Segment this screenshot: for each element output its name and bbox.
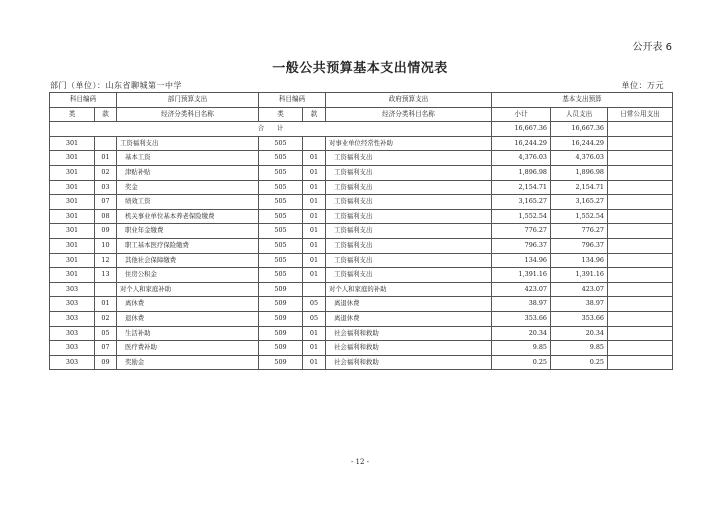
table-number-tag: 公开表 6 bbox=[632, 42, 672, 53]
table-row bbox=[50, 136, 673, 151]
header-item-2: 款 bbox=[303, 107, 326, 122]
subtotal-cell: 1,552.54 bbox=[492, 209, 551, 224]
gov-class-cell: 505 bbox=[259, 238, 303, 253]
gov-econ-name-cell: 工资福利支出 bbox=[326, 165, 492, 180]
page-number: - 12 - bbox=[350, 458, 370, 466]
subtotal-cell: 1,896.98 bbox=[492, 165, 551, 180]
header-econ-name-2: 经济分类科目名称 bbox=[326, 107, 492, 122]
header-gov-expenditure: 政府预算支出 bbox=[326, 93, 492, 108]
econ-name-cell: 奖金 bbox=[117, 180, 259, 195]
gov-item-cell: 01 bbox=[303, 180, 326, 195]
table-row bbox=[50, 151, 673, 166]
table-row bbox=[50, 195, 673, 210]
gov-item-cell: 01 bbox=[303, 326, 326, 341]
subtotal-cell: 134.96 bbox=[492, 253, 551, 268]
header-subject-code: 科目编码 bbox=[50, 93, 117, 108]
gov-econ-name-cell: 社会福利和救助 bbox=[326, 341, 492, 356]
gov-class-cell: 505 bbox=[259, 268, 303, 283]
total-personnel: 16,667.36 bbox=[551, 122, 608, 137]
public-cell bbox=[608, 136, 673, 151]
public-cell bbox=[608, 311, 673, 326]
public-cell bbox=[608, 297, 673, 312]
personnel-cell: 1,896.98 bbox=[551, 165, 608, 180]
gov-item-cell: 01 bbox=[303, 209, 326, 224]
public-cell bbox=[608, 268, 673, 283]
econ-name-cell: 职工基本医疗保险缴费 bbox=[117, 238, 259, 253]
gov-item-cell: 01 bbox=[303, 268, 326, 283]
gov-class-cell: 505 bbox=[259, 253, 303, 268]
item-cell bbox=[95, 136, 117, 151]
table-row bbox=[50, 209, 673, 224]
item-cell: 01 bbox=[95, 151, 117, 166]
public-cell bbox=[608, 326, 673, 341]
table-row bbox=[50, 180, 673, 195]
gov-class-cell: 505 bbox=[259, 180, 303, 195]
public-cell bbox=[608, 341, 673, 356]
personnel-cell: 1,391.16 bbox=[551, 268, 608, 283]
page-title: 一般公共预算基本支出情况表 bbox=[272, 61, 448, 76]
item-cell: 07 bbox=[95, 195, 117, 210]
personnel-cell: 4,376.03 bbox=[551, 151, 608, 166]
gov-econ-name-cell: 离退休费 bbox=[326, 297, 492, 312]
class-cell: 301 bbox=[50, 268, 95, 283]
header-econ-name: 经济分类科目名称 bbox=[117, 107, 259, 122]
econ-name-cell: 离休费 bbox=[117, 297, 259, 312]
gov-econ-name-cell: 社会福利和救助 bbox=[326, 326, 492, 341]
personnel-cell: 3,165.27 bbox=[551, 195, 608, 210]
gov-class-cell: 505 bbox=[259, 209, 303, 224]
personnel-cell: 38.97 bbox=[551, 297, 608, 312]
gov-class-cell: 505 bbox=[259, 165, 303, 180]
total-public bbox=[608, 122, 673, 137]
subtotal-cell: 4,376.03 bbox=[492, 151, 551, 166]
class-cell: 301 bbox=[50, 224, 95, 239]
econ-name-cell: 津贴补贴 bbox=[117, 165, 259, 180]
econ-name-cell: 住房公积金 bbox=[117, 268, 259, 283]
personnel-cell: 16,244.29 bbox=[551, 136, 608, 151]
subtotal-cell: 1,391.16 bbox=[492, 268, 551, 283]
personnel-cell: 2,154.71 bbox=[551, 180, 608, 195]
table-row bbox=[50, 282, 673, 297]
econ-name-cell: 工资福利支出 bbox=[117, 136, 259, 151]
gov-item-cell: 01 bbox=[303, 224, 326, 239]
subtotal-cell: 423.07 bbox=[492, 282, 551, 297]
gov-item-cell: 01 bbox=[303, 238, 326, 253]
econ-name-cell: 医疗费补助 bbox=[117, 341, 259, 356]
gov-item-cell: 01 bbox=[303, 341, 326, 356]
public-cell bbox=[608, 224, 673, 239]
econ-name-cell: 机关事业单位基本养老保险缴费 bbox=[117, 209, 259, 224]
personnel-cell: 1,552.54 bbox=[551, 209, 608, 224]
header-class: 类 bbox=[50, 107, 95, 122]
unit-label: 单位：万元 bbox=[621, 81, 664, 90]
total-label: 合 计 bbox=[50, 122, 492, 137]
econ-name-cell: 奖励金 bbox=[117, 355, 259, 370]
class-cell: 301 bbox=[50, 253, 95, 268]
public-cell bbox=[608, 355, 673, 370]
subtotal-cell: 2,154.71 bbox=[492, 180, 551, 195]
class-cell: 303 bbox=[50, 297, 95, 312]
public-cell bbox=[608, 253, 673, 268]
subtotal-cell: 16,244.29 bbox=[492, 136, 551, 151]
econ-name-cell: 生活补助 bbox=[117, 326, 259, 341]
item-cell: 02 bbox=[95, 165, 117, 180]
personnel-cell: 9.85 bbox=[551, 341, 608, 356]
gov-class-cell: 509 bbox=[259, 311, 303, 326]
header-class-2: 类 bbox=[259, 107, 303, 122]
gov-class-cell: 509 bbox=[259, 355, 303, 370]
gov-item-cell: 01 bbox=[303, 165, 326, 180]
table-row bbox=[50, 326, 673, 341]
table-row bbox=[50, 355, 673, 370]
item-cell: 03 bbox=[95, 180, 117, 195]
gov-item-cell bbox=[303, 282, 326, 297]
item-cell: 09 bbox=[95, 355, 117, 370]
public-cell bbox=[608, 151, 673, 166]
gov-class-cell: 505 bbox=[259, 195, 303, 210]
gov-item-cell: 05 bbox=[303, 311, 326, 326]
gov-econ-name-cell: 离退休费 bbox=[326, 311, 492, 326]
personnel-cell: 776.27 bbox=[551, 224, 608, 239]
gov-class-cell: 509 bbox=[259, 326, 303, 341]
class-cell: 301 bbox=[50, 180, 95, 195]
personnel-cell: 423.07 bbox=[551, 282, 608, 297]
table-row bbox=[50, 341, 673, 356]
class-cell: 301 bbox=[50, 209, 95, 224]
gov-class-cell: 505 bbox=[259, 136, 303, 151]
item-cell bbox=[95, 282, 117, 297]
gov-econ-name-cell: 工资福利支出 bbox=[326, 195, 492, 210]
item-cell: 07 bbox=[95, 341, 117, 356]
table-row bbox=[50, 224, 673, 239]
item-cell: 09 bbox=[95, 224, 117, 239]
econ-name-cell: 绩效工资 bbox=[117, 195, 259, 210]
public-cell bbox=[608, 209, 673, 224]
subtotal-cell: 776.27 bbox=[492, 224, 551, 239]
subtotal-cell: 353.66 bbox=[492, 311, 551, 326]
subtotal-cell: 0.25 bbox=[492, 355, 551, 370]
header-subject-code-2: 科目编码 bbox=[259, 93, 326, 108]
class-cell: 303 bbox=[50, 311, 95, 326]
gov-item-cell: 01 bbox=[303, 195, 326, 210]
personnel-cell: 20.34 bbox=[551, 326, 608, 341]
subtotal-cell: 38.97 bbox=[492, 297, 551, 312]
gov-econ-name-cell: 工资福利支出 bbox=[326, 253, 492, 268]
personnel-cell: 0.25 bbox=[551, 355, 608, 370]
gov-class-cell: 505 bbox=[259, 151, 303, 166]
gov-econ-name-cell: 对个人和家庭的补助 bbox=[326, 282, 492, 297]
econ-name-cell: 对个人和家庭补助 bbox=[117, 282, 259, 297]
item-cell: 05 bbox=[95, 326, 117, 341]
class-cell: 301 bbox=[50, 238, 95, 253]
class-cell: 301 bbox=[50, 165, 95, 180]
class-cell: 301 bbox=[50, 195, 95, 210]
department-label: 部门（单位）：山东省聊城第一中学 bbox=[50, 81, 182, 90]
public-cell bbox=[608, 195, 673, 210]
table-row bbox=[50, 311, 673, 326]
gov-econ-name-cell: 工资福利支出 bbox=[326, 151, 492, 166]
class-cell: 301 bbox=[50, 136, 95, 151]
gov-econ-name-cell: 工资福利支出 bbox=[326, 180, 492, 195]
item-cell: 02 bbox=[95, 311, 117, 326]
personnel-cell: 796.37 bbox=[551, 238, 608, 253]
gov-class-cell: 509 bbox=[259, 297, 303, 312]
table-row bbox=[50, 165, 673, 180]
gov-item-cell: 01 bbox=[303, 355, 326, 370]
header-basic-budget: 基本支出预算 bbox=[492, 93, 673, 108]
econ-name-cell: 退休费 bbox=[117, 311, 259, 326]
gov-econ-name-cell: 工资福利支出 bbox=[326, 238, 492, 253]
gov-econ-name-cell: 工资福利支出 bbox=[326, 224, 492, 239]
gov-econ-name-cell: 社会福利和救助 bbox=[326, 355, 492, 370]
item-cell: 13 bbox=[95, 268, 117, 283]
budget-table bbox=[49, 92, 673, 370]
class-cell: 303 bbox=[50, 355, 95, 370]
class-cell: 303 bbox=[50, 326, 95, 341]
subtotal-cell: 3,165.27 bbox=[492, 195, 551, 210]
public-cell bbox=[608, 238, 673, 253]
table-header-row-2 bbox=[50, 107, 673, 122]
gov-class-cell: 509 bbox=[259, 341, 303, 356]
table-row bbox=[50, 268, 673, 283]
personnel-cell: 353.66 bbox=[551, 311, 608, 326]
public-cell bbox=[608, 282, 673, 297]
econ-name-cell: 职业年金缴费 bbox=[117, 224, 259, 239]
gov-item-cell: 01 bbox=[303, 253, 326, 268]
header-dept-expenditure: 部门预算支出 bbox=[117, 93, 259, 108]
gov-econ-name-cell: 工资福利支出 bbox=[326, 209, 492, 224]
econ-name-cell: 其他社会保障缴费 bbox=[117, 253, 259, 268]
table-header-row-1 bbox=[50, 93, 673, 108]
item-cell: 01 bbox=[95, 297, 117, 312]
class-cell: 301 bbox=[50, 151, 95, 166]
class-cell: 303 bbox=[50, 341, 95, 356]
header-personnel: 人员支出 bbox=[551, 107, 608, 122]
gov-econ-name-cell: 工资福利支出 bbox=[326, 268, 492, 283]
gov-econ-name-cell: 对事业单位经常性补助 bbox=[326, 136, 492, 151]
gov-class-cell: 505 bbox=[259, 224, 303, 239]
econ-name-cell: 基本工资 bbox=[117, 151, 259, 166]
table-row bbox=[50, 253, 673, 268]
item-cell: 10 bbox=[95, 238, 117, 253]
subtotal-cell: 20.34 bbox=[492, 326, 551, 341]
total-row bbox=[50, 122, 673, 137]
item-cell: 08 bbox=[95, 209, 117, 224]
header-public: 日常公用支出 bbox=[608, 107, 673, 122]
gov-item-cell: 01 bbox=[303, 151, 326, 166]
header-item: 款 bbox=[95, 107, 117, 122]
subtotal-cell: 9.85 bbox=[492, 341, 551, 356]
item-cell: 12 bbox=[95, 253, 117, 268]
class-cell: 303 bbox=[50, 282, 95, 297]
public-cell bbox=[608, 165, 673, 180]
header-subtotal: 小计 bbox=[492, 107, 551, 122]
subtotal-cell: 796.37 bbox=[492, 238, 551, 253]
table-row bbox=[50, 238, 673, 253]
table-row bbox=[50, 297, 673, 312]
total-subtotal: 16,667.36 bbox=[492, 122, 551, 137]
gov-class-cell: 509 bbox=[259, 282, 303, 297]
gov-item-cell bbox=[303, 136, 326, 151]
gov-item-cell: 05 bbox=[303, 297, 326, 312]
personnel-cell: 134.96 bbox=[551, 253, 608, 268]
public-cell bbox=[608, 180, 673, 195]
